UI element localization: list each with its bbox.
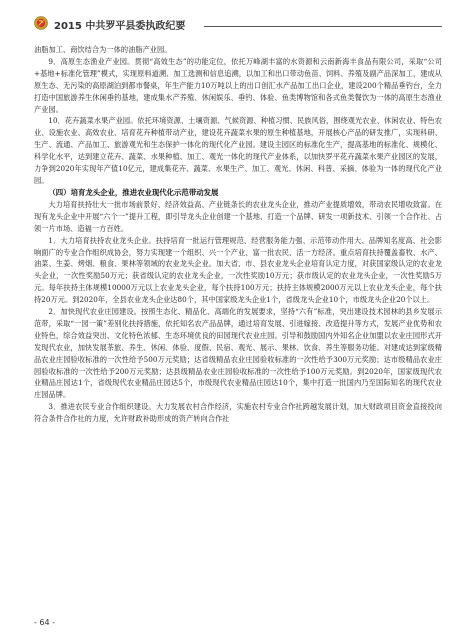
body-paragraph: 3．推进农民专业合作组织建设。大力发展农村合作经济，实施农村专业合作社跨越发展计划，加大财政项目资金直接投向符合条件合作社的力度，允许财政补助形成的资产转向合作社 <box>34 402 442 424</box>
page-number: - 64 - <box>34 618 56 627</box>
document-body <box>34 44 442 612</box>
book-title: 2015 中共罗平县委执政纪要 <box>54 21 186 32</box>
section-heading: （四）培育龙头企业，推进农业现代化示范带动发展 <box>48 187 219 197</box>
body-paragraph: 大力培育扶持壮大一批市场前景好、经济效益高、产业链条长的农业龙头企业，推动产业提质增效，带动农民增收致富。在现有龙头企业中开展“六个一”提升工程，即引导龙头企业创建一个基地、打造一个品牌、研发一项新技术、引领一个合作社、占领一片市场、造福一方百姓。 <box>34 199 442 233</box>
header-rule <box>204 26 442 27</box>
body-paragraph: 油脂加工、商饮结合为一体的油脂产业园。 <box>34 45 172 54</box>
running-header <box>34 16 442 32</box>
body-paragraph: 1．大力培育扶持农业龙头企业。扶持培育一批运行管理规范、经营服务能力强、示范带动作用大、品牌知名度高、社会影响面广的专业合作组织成协会，努力实现建一个组织、兴一个产业、富一批农民、活一方经济。重点培育扶持覆盖畜牧、水产、油菜、生姜、烤烟、粮食、果林等领域的农业龙头企业。加大省、市、县农业龙头企业培育认定力度，对获国家级认定的农业龙头企业，一次性奖励50万元；获省级认定的农业龙头企业，一次性奖励10万元；获市级认定的农业龙头企业，一次性奖励5万元。每年扶持主体规模10000万元以上农业龙头企业，每个扶持100万元；扶持主体规模2000万元以上农业龙头企业，每个扶持20万元。到2020年，全县农业龙头企业达80个，其中国家级龙头企业1个，省级龙头企业10个，市级龙头企业20个以上。 <box>34 235 442 305</box>
body-paragraph: 2．加快现代农业庄园建设。按照生态化、精品化、高端化的发展要求，坚持“六有”标准，突出建设技术园林的县乡发展示范带，采取“一园一策”差别化扶持措施，依托知名农产品品牌，通过培育发展、引进嫁接、改造提升等方式，发展产业优势和农业特色，综合效益突出、文化特色浓郁、生态环境优良的田园现代农业庄园。引导和鼓励国内外知名企业加盟以农业庄园形式开发现代农业，加快发展茶旅、养生、休闲、体验、度假、民宿、观光、展示、果林、饮食、养生等服务功能。对建成达到家级精品农业庄园验收标准的一次性给予500万元奖励；达省级精品农业庄园验收标准的一次性给予300万元奖励；达市级精品农业庄园验收标准的一次性给予200万元奖励；达县级精品农业庄园验收标准的一次性给予100万元奖励。到2020年，国家级现代农业精品庄园达1个，省级现代农业精品庄园达5个，市级现代农业精品庄园达10个，集中打造一批国内乃至国际知名的现代农业庄园品牌。 <box>34 307 442 400</box>
party-emblem-icon <box>34 16 48 30</box>
body-paragraph: 10．花卉蔬菜水果产业园。依托环境资源、土壤资源、气候资源、种植习惯、民族风俗，围绕观光农业、休闲农业、特色农业、设施农业、高效农业、培育花卉种植带动产业，建设花卉蔬菜水果的原生种植基地，开展核心产品的研发推广，实现科研、生产、流通、产品加工、旅游观光和生态保护一体化的现代化产业园。建设主园区的标准化生产，提高基地的标准化、规模化、科学化水平，达到建立花卉、蔬菜、水果种植、加工、观光一体化的现代产业体系，以加快罗平花卉蔬菜水果产业园区的发展，力争到2020年实现年产值10亿元，建成集花卉、蔬菜、水果生产、加工、观光、休闲、科普、采摘、体验为一体的现代化产业园。 <box>34 116 442 185</box>
body-paragraph: 9．高原生态渔业产业园。贯彻“高效生态”的功能定位，依托万峰湖丰富的水资源和云南新海丰食品有限公司，采取“公司+基地+标准化管理”模式，实现原料道溯、加工选测和信息追溯，以加工和出口带动鱼苗、饲料、养殖及副产品深加工，建成从原生态、无污染的高原湖泊到都市餐桌，年生产能力10万吨以上的出口创汇水产品加工出口企业，建设200个精品垂钓台，全力打造中国旅游养生休闲垂钓基地，建成集水产养殖、休闲娱乐、垂钓、体验、鱼类博物馆和各式鱼类餐饮为一体的高原生态渔业产业园。 <box>34 56 442 114</box>
